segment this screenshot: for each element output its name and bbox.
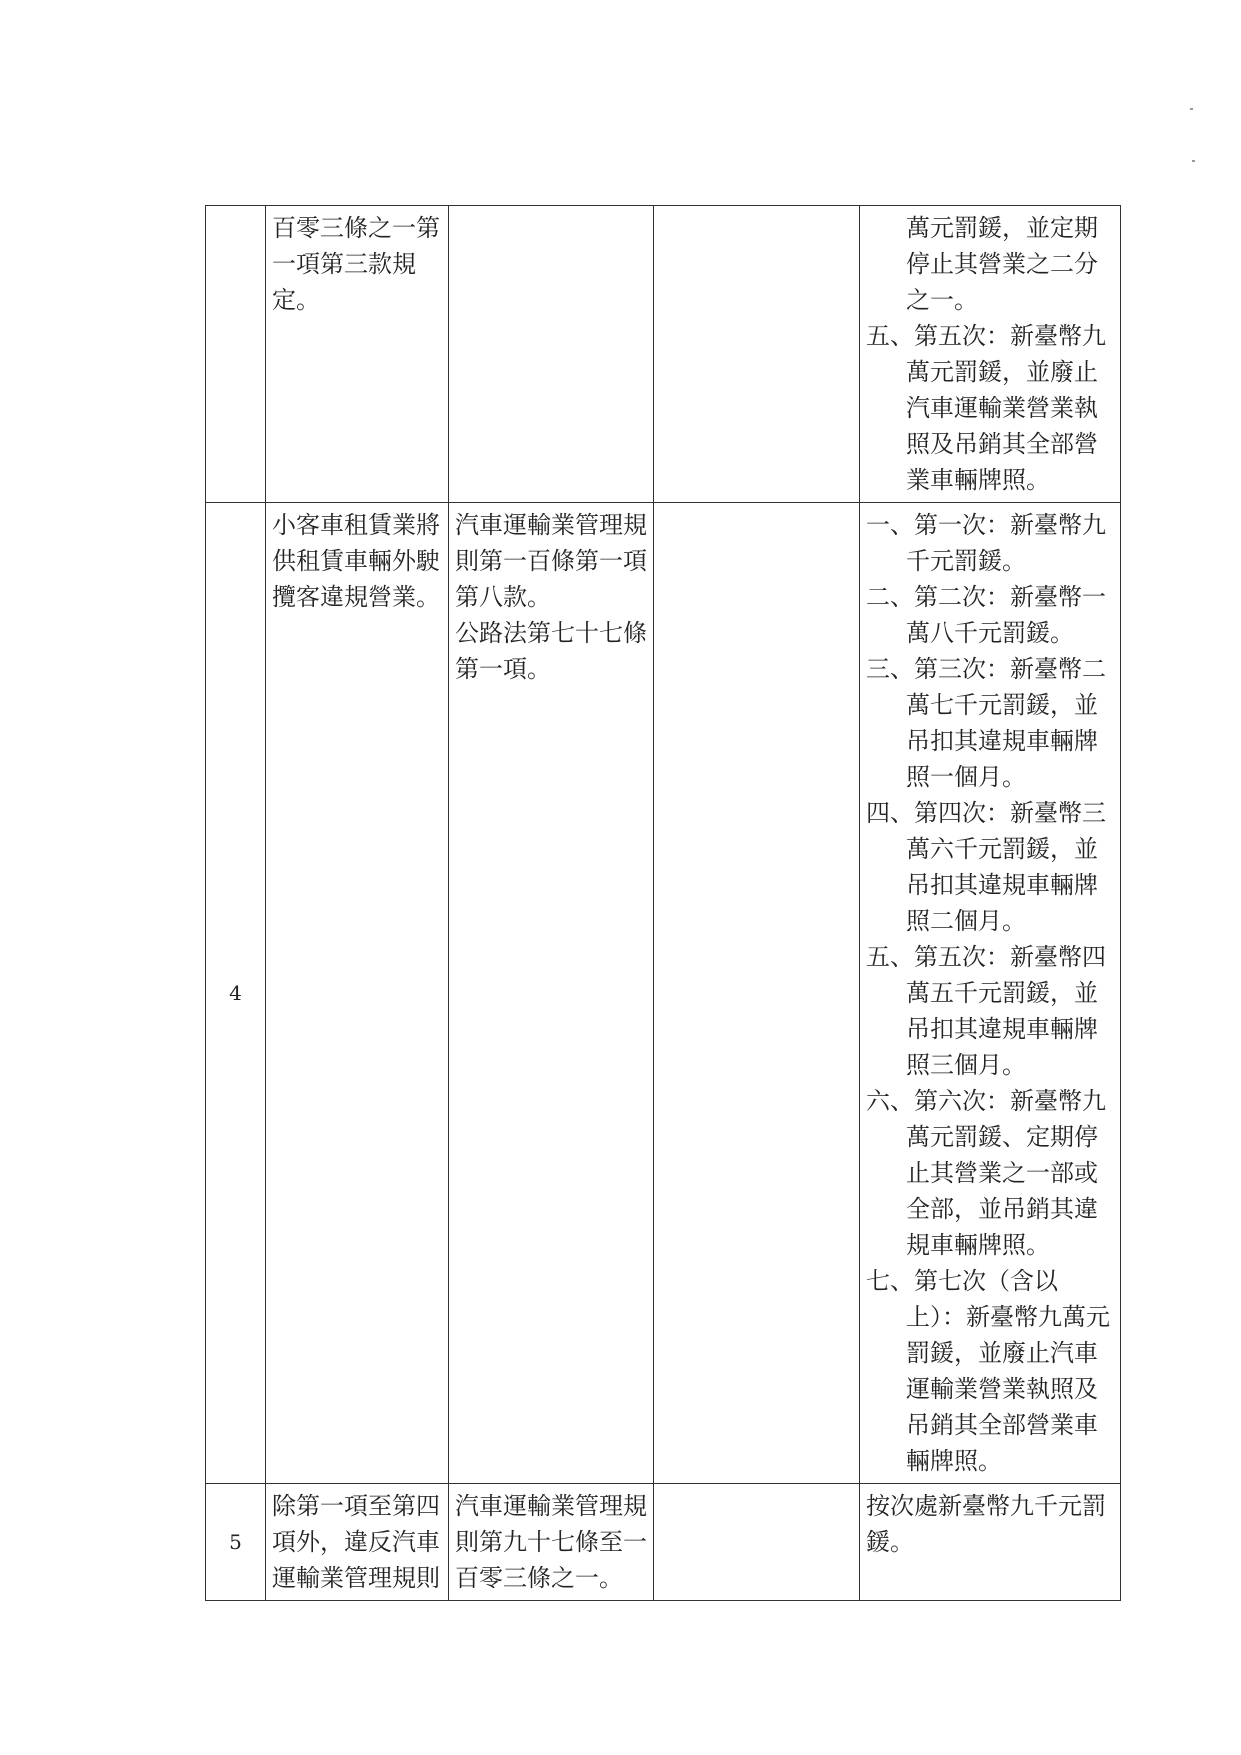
table-row bbox=[206, 503, 1121, 1484]
blank-cell bbox=[654, 206, 860, 503]
penalty-item: 三、第三次：新臺幣二萬七千元罰鍰，並吊扣其違規車輛牌照一個月。 bbox=[866, 655, 1106, 791]
penalty-table bbox=[205, 205, 1121, 1601]
violation-text: 除第一項至第四項外，違反汽車運輸業管理規則 bbox=[272, 1492, 440, 1592]
scan-speck bbox=[1190, 108, 1193, 110]
row-number bbox=[206, 206, 266, 503]
penalty-cell bbox=[860, 1484, 1121, 1601]
legal-basis-text: 汽車運輸業管理規則第一百條第一項第八款。 bbox=[455, 511, 647, 611]
violation-cell bbox=[266, 1484, 449, 1601]
penalty-item: 五、第五次：新臺幣四萬五千元罰鍰，並吊扣其違規車輛牌照三個月。 bbox=[866, 943, 1106, 1079]
violation-text: 百零三條之一第一項第三款規定。 bbox=[272, 214, 440, 314]
violation-text: 小客車租賃業將供租賃車輛外駛攬客違規營業。 bbox=[272, 511, 440, 611]
violation-cell bbox=[266, 206, 449, 503]
table-row bbox=[206, 206, 1121, 503]
scan-speck bbox=[1192, 160, 1195, 162]
penalty-item: 二、第二次：新臺幣一萬八千元罰鍰。 bbox=[866, 583, 1106, 647]
legal-basis-cell bbox=[449, 1484, 654, 1601]
penalty-item: 五、第五次：新臺幣九萬元罰鍰，並廢止汽車運輸業營業執照及吊銷其全部營業車輛牌照。 bbox=[866, 322, 1106, 494]
violation-cell bbox=[266, 503, 449, 1484]
table-row bbox=[206, 1484, 1121, 1601]
row-number: 4 bbox=[206, 503, 266, 1484]
penalty-item: 萬元罰鍰，並定期停止其營業之二分之一。 bbox=[906, 214, 1098, 314]
penalty-item: 四、第四次：新臺幣三萬六千元罰鍰，並吊扣其違規車輛牌照二個月。 bbox=[866, 799, 1106, 935]
penalty-cell bbox=[860, 503, 1121, 1484]
legal-basis-cell bbox=[449, 503, 654, 1484]
penalty-item: 按次處新臺幣九千元罰鍰。 bbox=[866, 1492, 1106, 1556]
legal-basis-text: 公路法第七十七條第一項。 bbox=[455, 619, 647, 683]
blank-cell bbox=[654, 1484, 860, 1601]
penalty-item: 六、第六次：新臺幣九萬元罰鍰、定期停止其營業之一部或全部，並吊銷其違規車輛牌照。 bbox=[866, 1087, 1106, 1259]
penalty-cell bbox=[860, 206, 1121, 503]
penalty-item: 一、第一次：新臺幣九千元罰鍰。 bbox=[866, 511, 1106, 575]
row-number: 5 bbox=[206, 1484, 266, 1601]
legal-basis-text: 汽車運輸業管理規則第九十七條至一百零三條之一。 bbox=[455, 1492, 647, 1592]
legal-basis-cell bbox=[449, 206, 654, 503]
blank-cell bbox=[654, 503, 860, 1484]
penalty-item: 七、第七次（含以上）：新臺幣九萬元罰鍰，並廢止汽車運輸業營業執照及吊銷其全部營業車輛牌照。 bbox=[866, 1267, 1110, 1475]
